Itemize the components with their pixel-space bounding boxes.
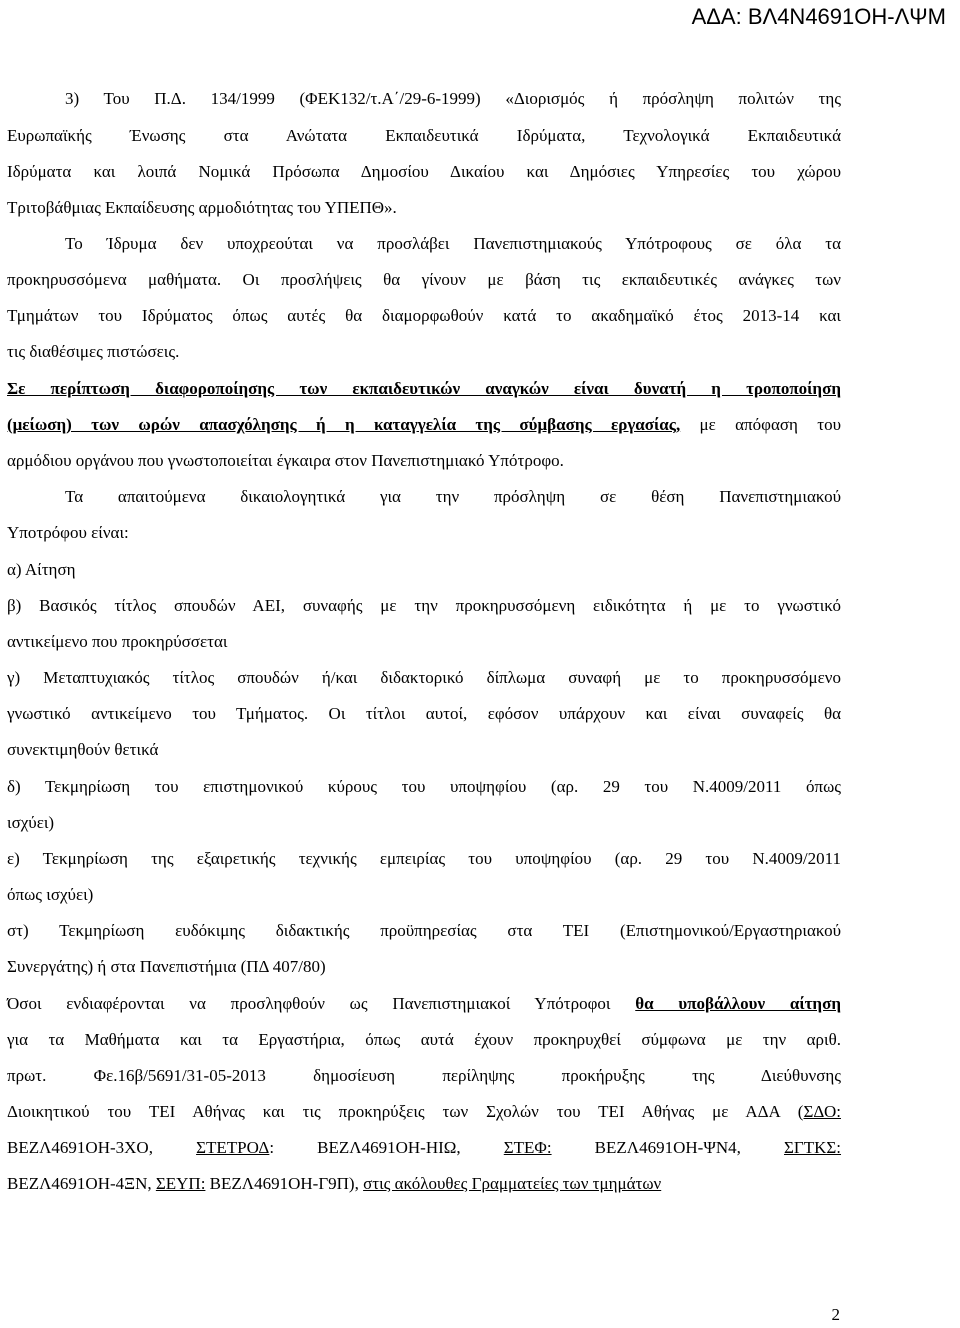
text-line: Υποτρόφου είναι: <box>7 523 129 542</box>
text-line <box>7 1101 841 1123</box>
text-line: πρωτ. Φε.16β/5691/31-05-2013 δημοσίευση περίληψης προκήρυξης της Διεύθυνσης <box>7 1066 841 1085</box>
list-item: δ) Τεκμηρίωση του επιστημονικού κύρους του υποψηφίου (αρ. 29 του Ν.4009/2011 όπως <box>7 777 841 796</box>
underlined-span: ΣΕΥΠ: <box>155 1174 206 1193</box>
emphasis-line: Σε περίπτωση διαφοροποίησης των εκπαιδευτικών αναγκών είναι δυνατή η τροποποίηση <box>7 379 841 398</box>
text-line: όπως ισχύει) <box>7 885 94 904</box>
text-span: Διοικητικού του ΤΕΙ Αθήνας και τις προκηρύξεις των Σχολών του ΤΕΙ Αθήνας με ΑΔΑ ( <box>7 1102 804 1121</box>
text-line: Τριτοβάθμιας Εκπαίδευσης αρμοδιότητας του ΥΠΕΠΘ». <box>7 198 397 217</box>
text-line: τις διαθέσιμες πιστώσεις. <box>7 342 180 361</box>
list-item: στ) Τεκμηρίωση ευδόκιμης διδακτικής προϋπηρεσίας στα ΤΕΙ (Επιστημονικού/Εργαστηριακού <box>7 921 841 940</box>
text-span: ΒΕΖΛ4691ΟΗ-ΨΝ4, <box>551 1138 784 1157</box>
emphasis-span: θα υποβάλλουν αίτηση <box>635 994 841 1013</box>
text-line: συνεκτιμηθούν θετικά <box>7 740 159 759</box>
text-line: ισχύει) <box>7 813 55 832</box>
text-line: γνωστικό αντικείμενο του Τμήματος. Οι τίτλοι αυτοί, εφόσον υπάρχουν και είναι συναφείς θα <box>7 704 841 723</box>
text-line: Το Ίδρυμα δεν υποχρεούται να προσλάβει Πανεπιστημιακούς Υπότροφους σε όλα τα <box>65 234 841 253</box>
list-item: α) Αίτηση <box>7 560 76 579</box>
text-line: Τα απαιτούμενα δικαιολογητικά για την πρόσληψη σε θέση Πανεπιστημιακού <box>65 487 841 506</box>
text-line <box>7 1137 841 1159</box>
list-item: β) Βασικός τίτλος σπουδών ΑΕΙ, συναφής με την προκηρυσσόμενη ειδικότητα ή με το γνωστικό <box>7 596 841 615</box>
list-item: γ) Μεταπτυχιακός τίτλος σπουδών ή/και διδακτορικό δίπλωμα συναφή με το προκηρυσσόμενο <box>7 668 841 687</box>
text-span: προκηρυσσόμενα μαθήματα. <box>7 270 222 289</box>
text-line <box>7 993 841 1015</box>
list-item: ε) Τεκμηρίωση της εξαιρετικής τεχνικής εμπειρίας του υποψηφίου (αρ. 29 του Ν.4009/2011 <box>7 849 841 868</box>
underlined-span: ΣΤΕΤΡΟΔ <box>196 1138 270 1157</box>
underlined-span: ΣΔΟ: <box>803 1102 841 1121</box>
underlined-span: ΣΤΕΦ: <box>503 1138 552 1157</box>
underlined-span: στις ακόλουθες Γραμματείες των τμημάτων <box>363 1174 662 1193</box>
text-span: Όσοι ενδιαφέρονται να προσληφθούν ως Πανεπιστημιακοί Υπότροφοι <box>7 994 636 1013</box>
text-line <box>7 1173 841 1195</box>
text-line: αρμόδιου οργάνου που γνωστοποιείται έγκαιρα στον Πανεπιστημιακό Υπότροφο. <box>7 451 564 470</box>
text-span: : ΒΕΖΛ4691ΟΗ-ΗΙΩ, <box>269 1138 504 1157</box>
text-span: ΒΕΖΛ4691ΟΗ-3ΧΟ, <box>7 1138 197 1157</box>
text-line <box>7 269 841 291</box>
text-line: Τμημάτων του Ιδρύματος όπως αυτές θα διαμορφωθούν κατά το ακαδημαϊκό έτος 2013-14 και <box>7 306 841 325</box>
text-span: με απόφαση του <box>680 415 841 434</box>
text-span: Οι προσλήψεις θα γίνουν με βάση τις εκπαιδευτικές ανάγκες των <box>221 270 841 289</box>
text-line: για τα Μαθήματα και τα Εργαστήρια, όπως αυτά έχουν προκηρυχθεί σύμφωνα με την αριθ. <box>7 1030 841 1049</box>
ada-code: ΑΔΑ: ΒΛ4Ν4691ΟΗ-ΛΨΜ <box>691 4 946 29</box>
underlined-span: ΣΓΤΚΣ: <box>784 1138 842 1157</box>
text-line: 3) Του Π.Δ. 134/1999 (ΦΕΚ132/τ.Α΄/29-6-1999) «Διορισμός ή πρόσληψη πολιτών της <box>65 89 841 108</box>
text-line: Συνεργάτης) ή στα Πανεπιστήμια (ΠΔ 407/80) <box>7 957 326 976</box>
text-line: Ιδρύματα και λοιπά Νομικά Πρόσωπα Δημοσίου Δικαίου και Δημόσιες Υπηρεσίες του χώρου <box>7 162 841 181</box>
text-line <box>7 414 841 436</box>
text-span: ΒΕΖΛ4691ΟΗ-4ΞΝ, <box>7 1174 156 1193</box>
page-number: 2 <box>831 1305 840 1324</box>
text-span: ΒΕΖΛ4691ΟΗ-Γ9Π), <box>205 1174 364 1193</box>
emphasis-span: (μείωση) των ωρών απασχόλησης ή η καταγγελία της σύμβασης εργασίας, <box>7 415 681 434</box>
text-line: αντικείμενο που προκηρύσσεται <box>7 632 228 651</box>
text-line: Ευρωπαϊκής Ένωσης στα Ανώτατα Εκπαιδευτικά Ιδρύματα, Τεχνολογικά Εκπαιδευτικά <box>7 126 841 145</box>
